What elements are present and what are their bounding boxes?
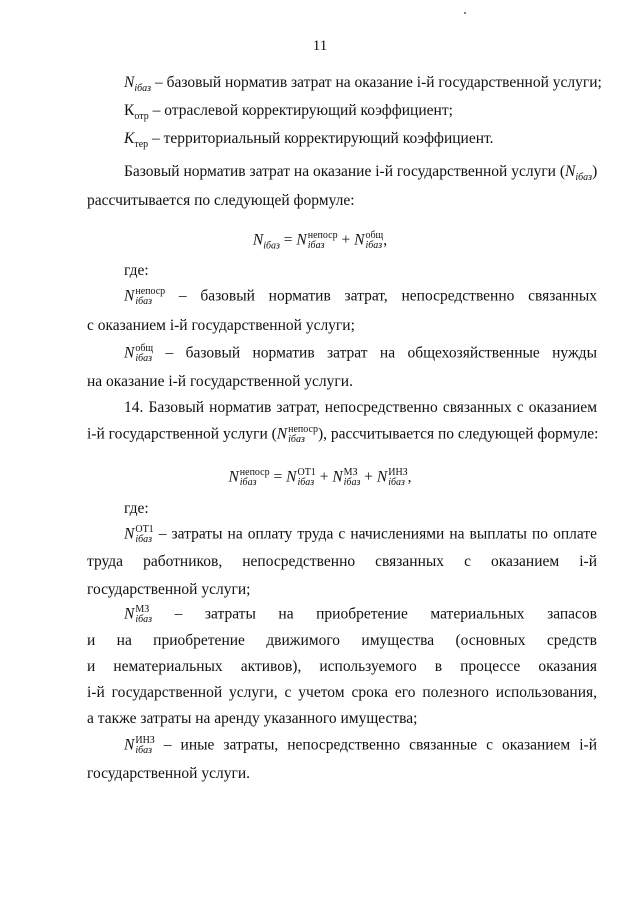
symbol-n: N	[354, 231, 365, 249]
def-ot1-line2: труда работников, непосредственно связанных с оказанием i-й	[87, 553, 597, 570]
equals-sign: =	[273, 468, 283, 486]
symbol-n: N	[228, 468, 239, 486]
formula-2	[0, 468, 640, 488]
superscript: МЗ	[135, 604, 150, 615]
symbol-n: N	[124, 74, 135, 91]
def-text: – затраты на оплату труда с начислениями на выплаты по оплате	[153, 525, 597, 543]
superscript: ОТ1	[135, 524, 154, 535]
subscript: iбаз	[135, 534, 153, 545]
where-label-1: где:	[124, 262, 149, 279]
paren: )	[592, 163, 598, 180]
def-k-otr	[124, 102, 453, 123]
def-text: – базовый норматив затрат на оказание i-й государственной услуги;	[151, 74, 602, 91]
subscript: iбаз	[239, 477, 257, 488]
sup-sub-stack	[297, 468, 315, 488]
def-inz-line2: государственной услуги.	[87, 765, 250, 782]
def-text: – территориальный корректирующий коэффициент.	[148, 130, 494, 147]
symbol-n: N	[332, 468, 343, 486]
def-text: – отраслевой корректирующий коэффициент;	[148, 102, 453, 119]
subscript: тер	[134, 139, 149, 151]
subscript: iбаз	[307, 240, 325, 251]
def-k-ter	[124, 130, 494, 151]
subscript: iбаз	[135, 353, 153, 364]
symbol-n: N	[124, 605, 135, 623]
def-text: – базовый норматив затрат на общехозяйственные нужды	[153, 344, 597, 362]
def-neposr-line2: с оказанием i-й государственной услуги;	[87, 317, 355, 334]
symbol-k: К	[124, 102, 135, 119]
sup-sub-stack	[135, 344, 153, 364]
para-basic-line1	[124, 163, 598, 184]
def-mz-line2: и на приобретение движимого имущества (основных средств	[87, 632, 597, 649]
sup-sub-stack	[240, 468, 270, 488]
para14-line2	[87, 425, 599, 445]
symbol-n: N	[124, 736, 135, 754]
scan-speck	[464, 12, 466, 14]
subscript: iбаз	[388, 477, 405, 488]
subscript: iбаз	[263, 240, 280, 252]
def-mz-line5: а также затраты на аренду указанного имущества;	[87, 710, 418, 727]
subscript: iбаз	[288, 434, 305, 445]
sup-sub-stack	[135, 287, 165, 307]
subscript: iбаз	[365, 240, 383, 251]
sup-sub-stack	[135, 736, 154, 756]
subscript: iбаз	[135, 745, 153, 756]
superscript: непоср	[135, 286, 166, 297]
comma: ,	[407, 468, 412, 486]
symbol-n: N	[565, 163, 576, 180]
symbol-n: N	[252, 231, 264, 249]
superscript: ИНЗ	[135, 735, 155, 746]
def-ot1-line3: государственной услуги;	[87, 581, 251, 598]
superscript: непоср	[288, 424, 318, 435]
para-text: Базовый норматив затрат на оказание i-й государственной услуги (	[124, 163, 566, 180]
plus-sign: +	[319, 468, 329, 486]
def-obsh-line2: на оказание i-й государственной услуги.	[87, 373, 353, 390]
subscript: iбаз	[297, 477, 315, 488]
para14-line1: 14. Базовый норматив затрат, непосредственно связанных с оказанием	[124, 399, 597, 416]
plus-sign: +	[341, 231, 351, 249]
para-text: ), рассчитывается по следующей формуле:	[317, 425, 599, 443]
superscript: ИНЗ	[388, 467, 408, 478]
symbol-n: N	[124, 344, 135, 362]
sup-sub-stack	[135, 525, 153, 545]
def-mz-line1	[124, 605, 597, 625]
symbol-n: N	[124, 525, 135, 543]
comma: ,	[383, 231, 388, 249]
def-inz-line1	[124, 736, 597, 756]
def-text: – иные затраты, непосредственно связанные с оказанием i-й	[154, 736, 597, 754]
subscript: iбаз	[343, 477, 361, 488]
superscript: ОТ1	[297, 467, 316, 478]
sup-sub-stack	[344, 468, 361, 488]
superscript: МЗ	[343, 467, 358, 478]
subscript: iбаз	[575, 172, 593, 184]
where-label-2: где:	[124, 500, 149, 517]
subscript: iбаз	[135, 296, 153, 307]
sup-sub-stack	[308, 231, 338, 251]
sup-sub-stack	[388, 468, 407, 488]
def-text: – базовый норматив затрат, непосредственно связанных	[165, 287, 597, 305]
superscript: общ	[135, 343, 154, 354]
superscript: непоср	[239, 467, 270, 478]
def-mz-line3: и нематериальных активов), используемого в процессе оказания	[87, 658, 597, 675]
formula-1	[0, 231, 640, 251]
def-neposr-line1	[124, 287, 597, 307]
symbol-k: K	[124, 130, 135, 147]
symbol-n: N	[124, 287, 135, 305]
sup-sub-stack	[365, 231, 383, 251]
page-number: 11	[312, 38, 328, 54]
subscript: iбаз	[135, 614, 153, 625]
symbol-n: N	[276, 425, 288, 443]
def-mz-line4: i-й государственной услуги, с учетом срока его полезного использования,	[87, 684, 597, 701]
def-n-baz	[124, 74, 602, 95]
para-basic-line2: рассчитывается по следующей формуле:	[87, 192, 355, 209]
subscript: iбаз	[134, 83, 152, 95]
symbol-n: N	[286, 468, 297, 486]
def-ot1-line1	[124, 525, 597, 545]
sup-sub-stack	[135, 605, 152, 625]
def-text: – затраты на приобретение материальных запасов	[152, 605, 597, 623]
superscript: общ	[365, 230, 384, 241]
superscript: непоср	[307, 230, 338, 241]
def-obsh-line1	[124, 344, 597, 364]
para-text: i-й государственной услуги (	[87, 425, 277, 443]
sup-sub-stack	[288, 425, 318, 445]
symbol-n: N	[376, 468, 388, 486]
subscript: отр	[134, 111, 149, 123]
symbol-n: N	[296, 231, 307, 249]
plus-sign: +	[364, 468, 373, 486]
equals-sign: =	[283, 231, 293, 249]
